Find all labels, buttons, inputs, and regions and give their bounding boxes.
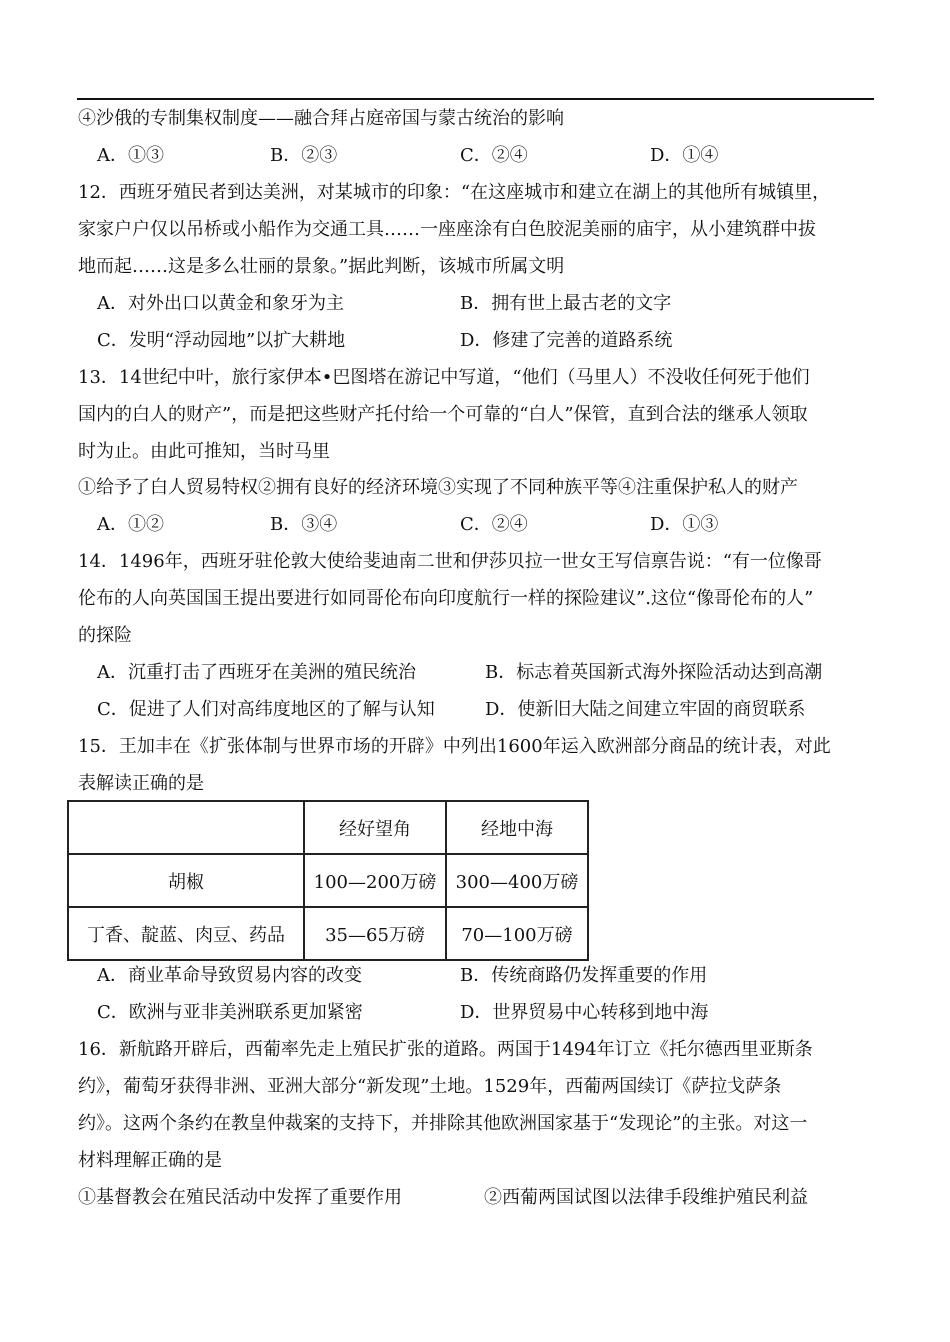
q12-option-a: A．对外出口以黄金和象牙为主 bbox=[97, 293, 344, 314]
goods-statistics-table bbox=[67, 800, 589, 961]
q12-stem-line: 地而起……这是多么壮丽的景象。”据此判断，该城市所属文明 bbox=[78, 256, 565, 277]
q16-statement-1: ①基督教会在殖民活动中发挥了重要作用 bbox=[78, 1187, 402, 1208]
q15-stem-line: 表解读正确的是 bbox=[78, 773, 204, 794]
q13-option-d: D．①③ bbox=[650, 514, 719, 535]
q16-stem-line: 约》，葡萄牙获得非洲、亚洲大部分“新发现”土地。1529年，西葡两国续订《萨拉戈萨条 bbox=[78, 1076, 782, 1097]
q14-stem-line: 伦布的人向英国国王提出要进行如同哥伦布向印度航行一样的探险建议”.这位“像哥伦布的人” bbox=[78, 588, 814, 609]
table-cell: 丁香、靛蓝、肉豆、药品 bbox=[68, 907, 304, 960]
table-row bbox=[68, 907, 588, 960]
q12-option-d: D．修建了完善的道路系统 bbox=[460, 330, 673, 351]
q16-statement-2: ②西葡两国试图以法律手段维护殖民利益 bbox=[484, 1187, 808, 1208]
table-header-cell bbox=[68, 801, 304, 854]
table-header-row bbox=[68, 801, 588, 854]
q16-stem-line: 16．新航路开辟后，西葡率先走上殖民扩张的道路。两国于1494年订立《托尔德西里亚斯条 bbox=[78, 1039, 813, 1060]
q12-stem-line: 家家户户仅以吊桥或小船作为交通工具……一座座涂有白色胶泥美丽的庙宇，从小建筑群中拔 bbox=[78, 219, 816, 240]
q14-option-a: A．沉重打击了西班牙在美洲的殖民统治 bbox=[97, 662, 416, 683]
table-cell: 300—400万磅 bbox=[446, 854, 588, 907]
q16-stem-line: 约》。这两个条约在教皇仲裁案的支持下，并排除其他欧洲国家基于“发现论”的主张。对这一 bbox=[78, 1113, 808, 1134]
table-header-cell: 经好望角 bbox=[304, 801, 446, 854]
option-b: B．②③ bbox=[270, 145, 338, 166]
q13-option-a: A．①② bbox=[97, 514, 164, 535]
q12-stem-line: 12．西班牙殖民者到达美洲，对某城市的印象：“在这座城市和建立在湖上的其他所有城镇里， bbox=[78, 182, 831, 203]
table-header-cell: 经地中海 bbox=[446, 801, 588, 854]
q13-stem-line: 13．14世纪中叶，旅行家伊本•巴图塔在游记中写道，“他们（马里人）不没收任何死于他们 bbox=[78, 367, 810, 388]
q14-option-c: C．促进了人们对高纬度地区的了解与认知 bbox=[97, 699, 435, 720]
q15-option-b: B．传统商路仍发挥重要的作用 bbox=[460, 965, 708, 986]
table-cell: 100—200万磅 bbox=[304, 854, 446, 907]
q14-stem-line: 14．1496年，西班牙驻伦敦大使给斐迪南二世和伊莎贝拉一世女王写信禀告说：“有一位像哥 bbox=[78, 551, 822, 572]
q14-stem-line: 的探险 bbox=[78, 625, 132, 646]
q15-option-d: D．世界贸易中心转移到地中海 bbox=[460, 1002, 709, 1023]
q15-option-a: A．商业革命导致贸易内容的改变 bbox=[97, 965, 362, 986]
q15-option-c: C．欧洲与亚非美洲联系更加紧密 bbox=[97, 1002, 363, 1023]
header-rule bbox=[77, 98, 874, 100]
q14-option-d: D．使新旧大陆之间建立牢固的商贸联系 bbox=[485, 699, 806, 720]
table-cell: 胡椒 bbox=[68, 854, 304, 907]
option-d: D．①④ bbox=[650, 145, 719, 166]
table-cell: 70—100万磅 bbox=[446, 907, 588, 960]
q14-option-b: B．标志着英国新式海外探险活动达到高潮 bbox=[485, 662, 823, 683]
q13-statements: ①给予了白人贸易特权②拥有良好的经济环境③实现了不同种族平等④注重保护私人的财产 bbox=[78, 477, 798, 498]
q12-option-b: B．拥有世上最古老的文字 bbox=[460, 293, 672, 314]
q13-option-b: B．③④ bbox=[270, 514, 338, 535]
table-row bbox=[68, 854, 588, 907]
q13-stem-line: 国内的白人的财产”，而是把这些财产托付给一个可靠的“白人”保管，直到合法的继承人领取 bbox=[78, 404, 808, 425]
option-c: C．②④ bbox=[460, 145, 528, 166]
statement-4: ④沙俄的专制集权制度——融合拜占庭帝国与蒙古统治的影响 bbox=[78, 108, 564, 129]
q15-stem-line: 15．王加丰在《扩张体制与世界市场的开辟》中列出1600年运入欧洲部分商品的统计表，对此 bbox=[78, 736, 831, 757]
table-cell: 35—65万磅 bbox=[304, 907, 446, 960]
q12-option-c: C．发明“浮动园地”以扩大耕地 bbox=[97, 330, 346, 351]
q16-stem-line: 材料理解正确的是 bbox=[78, 1150, 222, 1171]
option-a: A．①③ bbox=[97, 145, 164, 166]
q13-stem-line: 时为止。由此可推知，当时马里 bbox=[78, 441, 330, 462]
q13-option-c: C．②④ bbox=[460, 514, 528, 535]
